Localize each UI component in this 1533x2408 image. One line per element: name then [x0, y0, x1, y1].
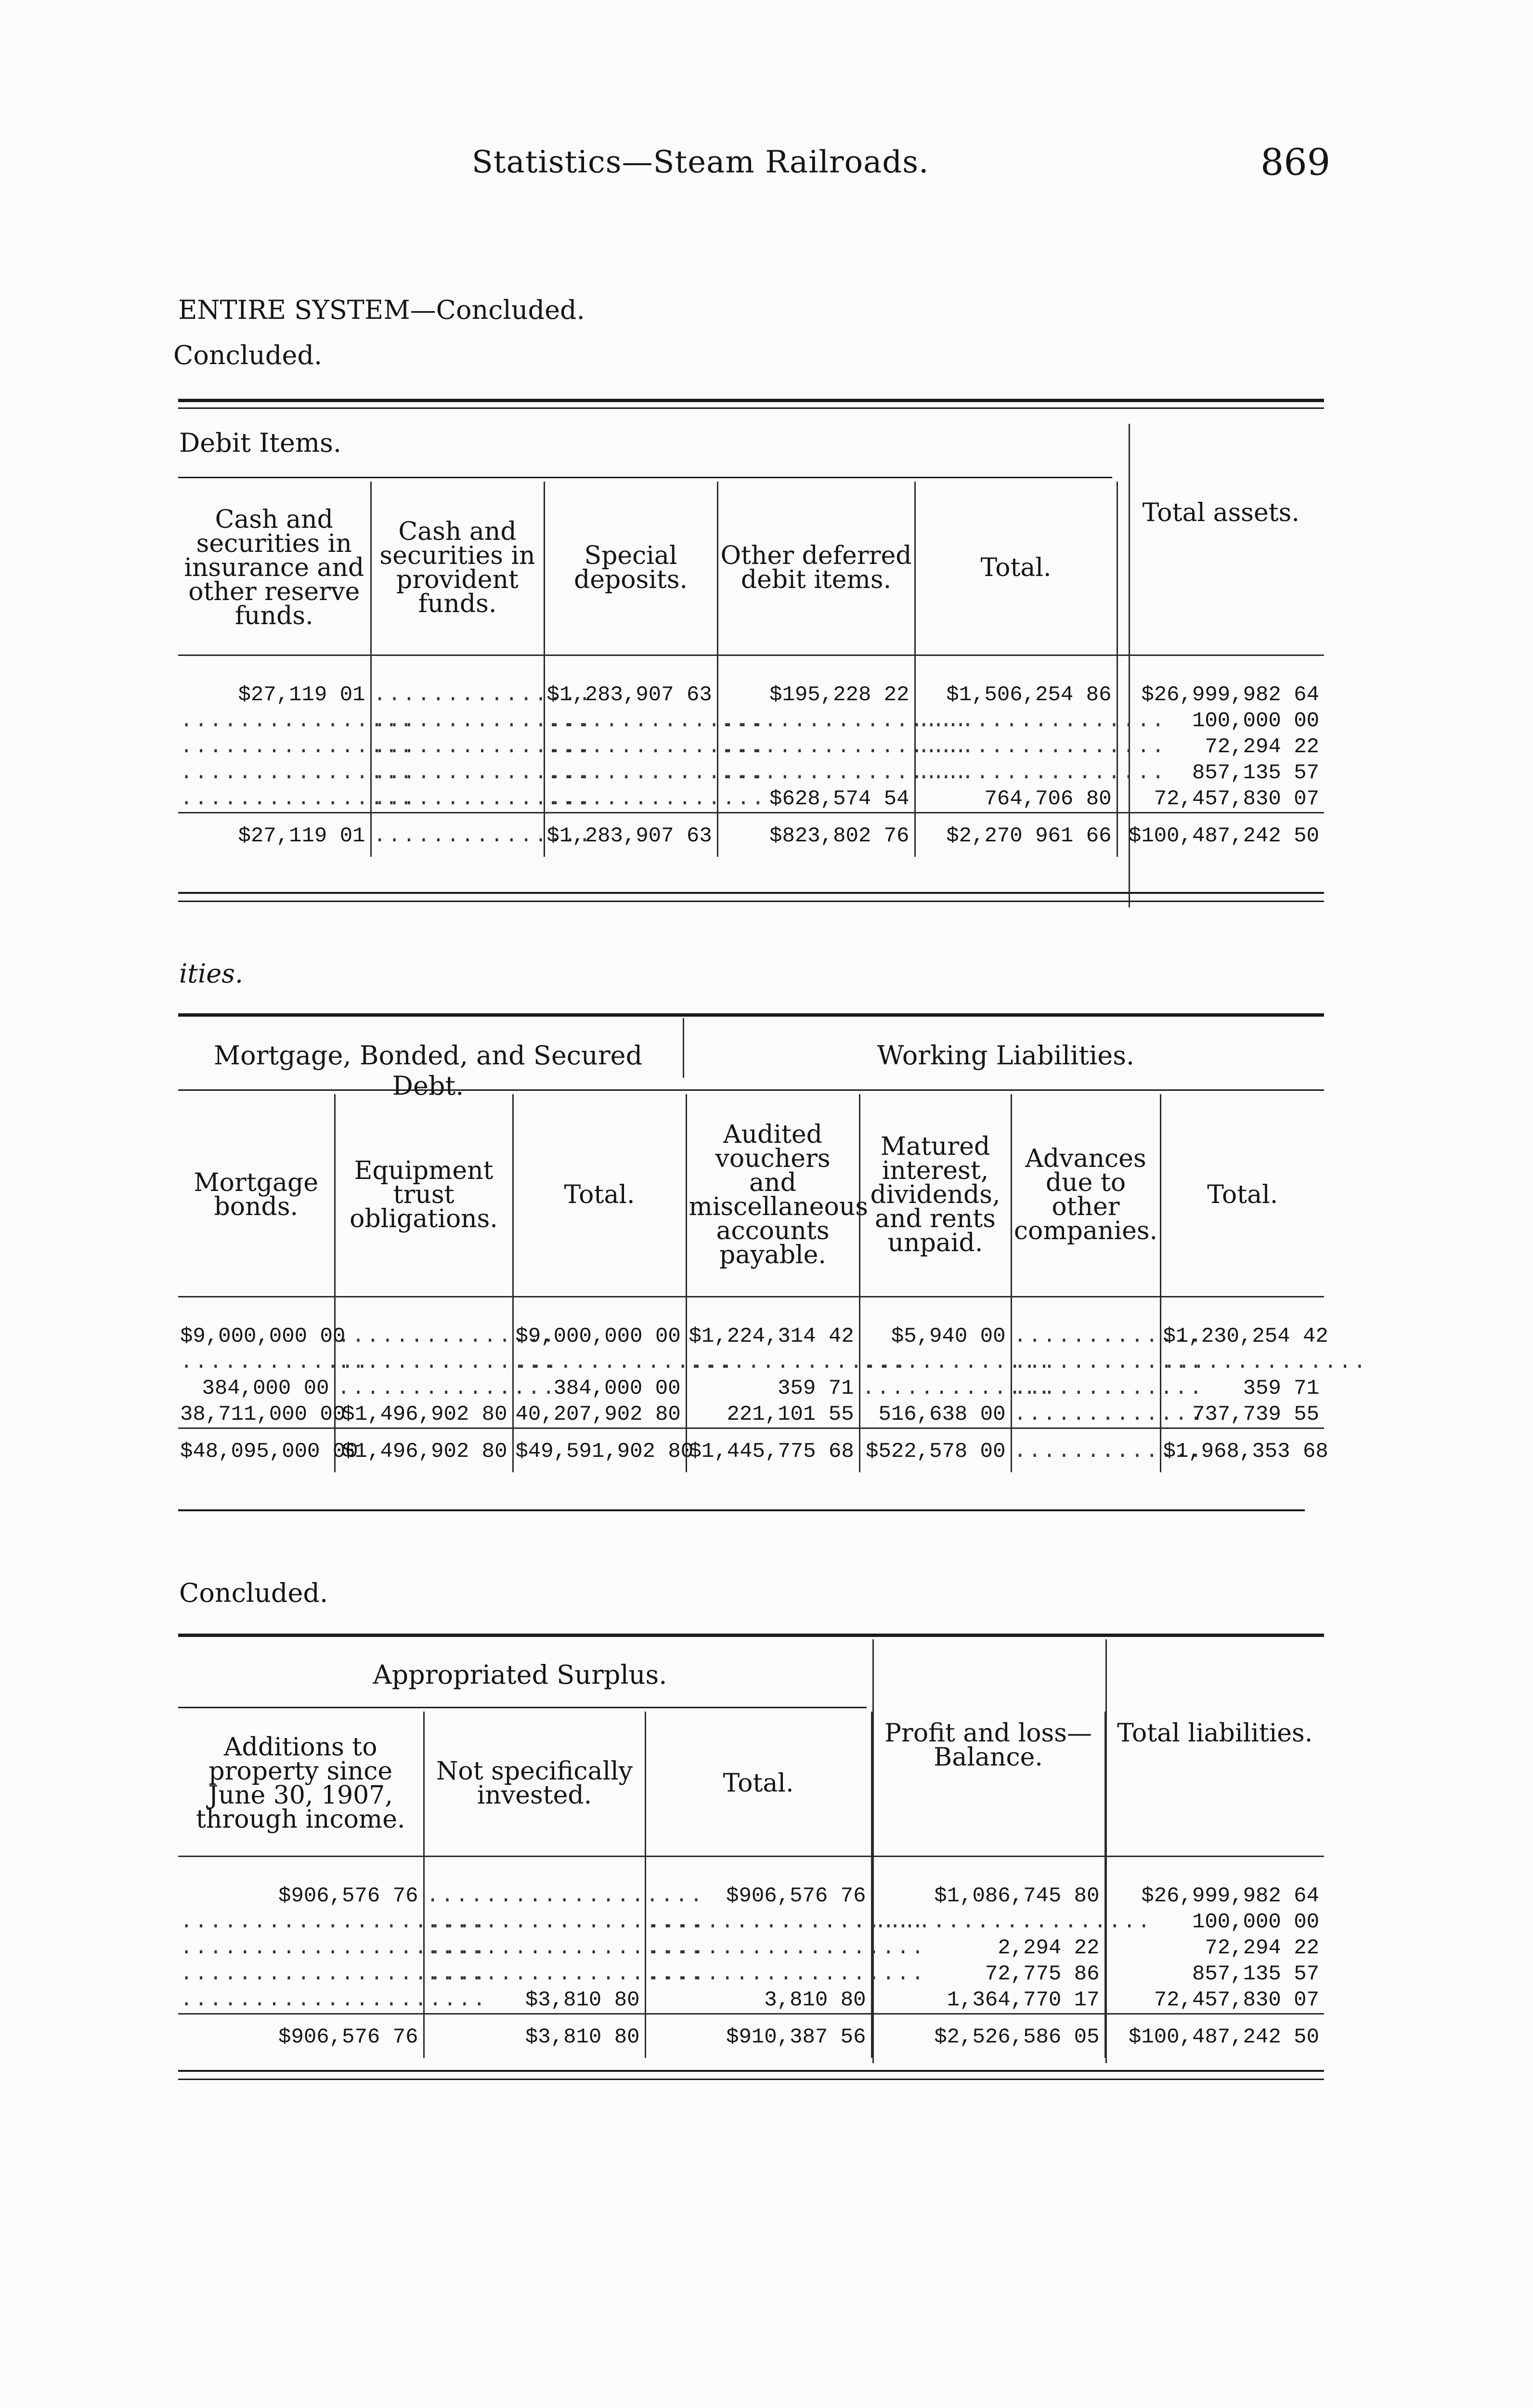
col-profit-and-loss: Profit and loss—Balance. — [871, 1712, 1105, 1856]
col-secured-total: Total. — [513, 1094, 686, 1296]
cell: $906,576 76 — [178, 2014, 424, 2058]
leader-dots: ..................... — [180, 1910, 488, 1934]
table-row — [178, 1375, 1324, 1401]
concluded-label: Concluded. — [173, 340, 323, 370]
cell: $2,526,586 05 — [871, 2014, 1105, 2058]
leader-dots: ................ — [180, 734, 415, 759]
leader-dots: ................. — [915, 734, 1117, 760]
cell: 100,000 00 — [1105, 1909, 1324, 1935]
col-debit-total: Total. — [915, 482, 1117, 655]
cell: 40,207,902 80 — [513, 1401, 686, 1428]
liabilities-group-divider — [683, 1018, 684, 1078]
col-total-assets: Total assets. — [1117, 482, 1324, 655]
table-row — [178, 734, 1324, 760]
leader-dots: ............... — [371, 760, 544, 786]
cell: $1,445,775 68 — [686, 1428, 859, 1472]
liabilities-top-rule — [178, 1013, 1324, 1017]
cell: $1,506,254 86 — [915, 655, 1117, 708]
cell: $522,578 00 — [859, 1428, 1011, 1472]
page-number: 869 — [1260, 141, 1331, 183]
appropriated-surplus-group-label: Appropriated Surplus. — [373, 1660, 667, 1690]
cell: $26,999,982 64 — [1105, 1856, 1324, 1909]
leader-dots: ..................... — [180, 1988, 488, 2012]
cell: $1,283,907 63 — [544, 812, 717, 857]
secured-debt-group-label: Mortgage, Bonded, and Secured Debt. — [213, 1040, 643, 1101]
leader-dots: ............. — [1011, 1349, 1160, 1375]
leader-dots: ............... — [371, 734, 544, 760]
leader-dots: ................... — [645, 1961, 871, 1987]
leader-dots: ................. — [717, 760, 915, 786]
cell: $27,119 01 — [238, 682, 365, 707]
cell: $49,591,902 80 — [513, 1428, 686, 1472]
cell: $1,968,353 68 — [1160, 1428, 1324, 1472]
leader-dots: ................... — [424, 1856, 645, 1909]
liabilities-group-underline — [178, 1089, 1324, 1091]
leader-dots: ............... — [335, 1349, 513, 1375]
cell: 516,638 00 — [859, 1401, 1011, 1428]
cell: $9,000,000 00 — [180, 1324, 346, 1348]
leader-dots: ................... — [424, 1935, 645, 1961]
leader-dots: ............... — [544, 734, 717, 760]
cell: $906,576 76 — [278, 1884, 418, 1908]
col-special-deposits: Special deposits. — [544, 482, 717, 655]
leader-dots: ............... — [371, 655, 544, 708]
leader-dots: .............. — [1160, 1349, 1324, 1375]
cell: $3,810 80 — [424, 2014, 645, 2058]
cell: 384,000 00 — [513, 1375, 686, 1401]
leader-dots: ..................... — [180, 1962, 488, 1986]
col-advances: Advances due to other companies. — [1011, 1094, 1160, 1296]
cell: $9,000,000 00 — [513, 1296, 686, 1349]
leader-dots: ............. — [1011, 1428, 1160, 1472]
surplus-top-rule — [178, 1634, 1324, 1637]
cell: $26,999,982 64 — [1117, 655, 1324, 708]
col-cash-provident: Cash and securities in provident funds. — [371, 482, 544, 655]
col-working-total: Total. — [1160, 1094, 1324, 1296]
leader-dots: ............... — [544, 786, 717, 813]
cell: 359 71 — [686, 1375, 859, 1401]
leader-dots: ............... — [513, 1349, 686, 1375]
cell: $1,496,902 80 — [335, 1401, 513, 1428]
col-other-deferred: Other deferred debit items. — [717, 482, 915, 655]
leader-dots: ................... — [424, 1909, 645, 1935]
cell: $1,086,745 80 — [871, 1856, 1105, 1909]
leader-dots: ..................... — [180, 1936, 488, 1960]
cell: 384,000 00 — [202, 1376, 329, 1400]
leader-dots: ............... — [335, 1296, 513, 1349]
col-mortgage-bonds: Mortgage bonds. — [194, 1168, 319, 1222]
table-row — [178, 1961, 1324, 1987]
cell: $5,940 00 — [859, 1296, 1011, 1349]
table-row — [178, 655, 1324, 708]
debit-items-underline — [178, 477, 1112, 478]
cell: $628,574 54 — [717, 786, 915, 813]
assets-top-rule-2 — [178, 407, 1324, 409]
leader-dots: ................. — [717, 734, 915, 760]
leader-dots: ............. — [180, 1350, 371, 1374]
leader-dots: ................ — [180, 760, 415, 785]
cell: $3,810 80 — [424, 1987, 645, 2014]
table-row — [178, 1349, 1324, 1375]
table-row — [178, 1296, 1324, 1349]
cell: $2,270 961 66 — [915, 812, 1117, 857]
cell: $910,387 56 — [645, 2014, 871, 2058]
surplus-section-label: Concluded. — [179, 1578, 328, 1608]
leader-dots: ............... — [371, 708, 544, 734]
table-row — [178, 1935, 1324, 1961]
leader-dots: ................... — [645, 1935, 871, 1961]
cell: $1,496,902 80 — [335, 1428, 513, 1472]
leader-dots: ................ — [180, 786, 415, 811]
assets-bottom-rule — [178, 892, 1324, 894]
assets-top-rule — [178, 399, 1324, 402]
cell: $823,802 76 — [717, 812, 915, 857]
leader-dots: ............. — [859, 1349, 1011, 1375]
cell: 72,457,830 07 — [1117, 786, 1324, 813]
col-additions-to-property: Additions to property since June 30, 1907, through income. — [195, 1733, 405, 1834]
surplus-table — [178, 1712, 1324, 2058]
total-row — [178, 1428, 1324, 1472]
liabilities-section-label: ities. — [179, 958, 244, 989]
cell: 72,775 86 — [871, 1961, 1105, 1987]
liabilities-table — [178, 1094, 1368, 1472]
assets-bottom-rule-2 — [178, 901, 1324, 902]
table-row — [178, 1987, 1324, 2014]
cell: $1,230,254 42 — [1160, 1296, 1324, 1349]
cell: $195,228 22 — [717, 655, 915, 708]
leader-dots: ................. — [915, 760, 1117, 786]
cell: 1,364,770 17 — [871, 1987, 1105, 2014]
col-not-specifically-invested: Not specifically invested. — [424, 1712, 645, 1856]
cell: $1,224,314 42 — [686, 1296, 859, 1349]
leader-dots: ............... — [371, 812, 544, 857]
leader-dots: ............. — [1011, 1375, 1160, 1401]
leader-dots: ............... — [544, 708, 717, 734]
leader-dots: ............. — [859, 1375, 1011, 1401]
leader-dots: ............... — [335, 1375, 513, 1401]
table-row — [178, 1401, 1324, 1428]
cell: $906,576 76 — [645, 1856, 871, 1909]
cell: 221,101 55 — [686, 1401, 859, 1428]
leader-dots: ................ — [180, 708, 415, 733]
table-row — [178, 1909, 1324, 1935]
leader-dots: ................... — [871, 1909, 1105, 1935]
cell: 764,706 80 — [915, 786, 1117, 813]
system-label: ENTIRE SYSTEM—Concluded. — [178, 295, 585, 325]
leader-dots: ............... — [686, 1349, 859, 1375]
table-row — [178, 760, 1324, 786]
cell: 857,135 57 — [1117, 760, 1324, 786]
cell: 737,739 55 — [1160, 1401, 1324, 1428]
cell: 72,294 22 — [1117, 734, 1324, 760]
assets-table — [178, 482, 1324, 857]
table-row — [178, 708, 1324, 734]
leader-dots: ............... — [371, 786, 544, 813]
cell: $100,487,242 50 — [1105, 2014, 1324, 2058]
leader-dots: ............. — [1011, 1296, 1160, 1349]
debit-items-label: Debit Items. — [179, 428, 342, 458]
liabilities-bottom-rule — [178, 1509, 1305, 1511]
cell: 2,294 22 — [871, 1935, 1105, 1961]
cell: 3,810 80 — [645, 1987, 871, 2014]
cell: $48,095,000 00 — [178, 1428, 335, 1472]
total-row — [178, 812, 1324, 857]
leader-dots: ................... — [424, 1961, 645, 1987]
leader-dots: ................. — [915, 708, 1117, 734]
col-total-liabilities: Total liabilities. — [1105, 1712, 1324, 1856]
table-row — [178, 1856, 1324, 1909]
cell: $100,487,242 50 — [1117, 812, 1324, 857]
col-cash-insurance: Cash and securities in insurance and other reserve funds. — [184, 505, 364, 631]
col-surplus-total: Total. — [645, 1712, 871, 1856]
cell: $27,119 01 — [178, 812, 371, 857]
leader-dots: ................. — [717, 708, 915, 734]
surplus-bottom-rule — [178, 2070, 1324, 2072]
cell: 72,294 22 — [1105, 1935, 1324, 1961]
cell: 857,135 57 — [1105, 1961, 1324, 1987]
leader-dots: ............... — [544, 760, 717, 786]
col-matured-interest: Matured interest, dividends, and rents unpaid. — [859, 1094, 1011, 1296]
col-audited-vouchers: Audited vouchers and miscellaneous accounts payable. — [686, 1094, 859, 1296]
working-liabilities-group-label: Working Liabilities. — [877, 1040, 1135, 1071]
surplus-group-underline — [178, 1707, 867, 1708]
leader-dots: ................... — [645, 1909, 871, 1935]
cell: 38,711,000 00 — [180, 1402, 346, 1426]
surplus-bottom-rule-2 — [178, 2079, 1324, 2080]
cell: 359 71 — [1160, 1375, 1324, 1401]
total-row — [178, 2014, 1324, 2058]
leader-dots: ............. — [1011, 1401, 1160, 1428]
running-title: Statistics—Steam Railroads. — [472, 144, 929, 180]
cell: 72,457,830 07 — [1105, 1987, 1324, 2014]
table-row — [178, 786, 1324, 813]
col-equipment-trust: Equipment trust obligations. — [335, 1094, 513, 1296]
cell: 100,000 00 — [1117, 708, 1324, 734]
cell: $1,283,907 63 — [544, 655, 717, 708]
